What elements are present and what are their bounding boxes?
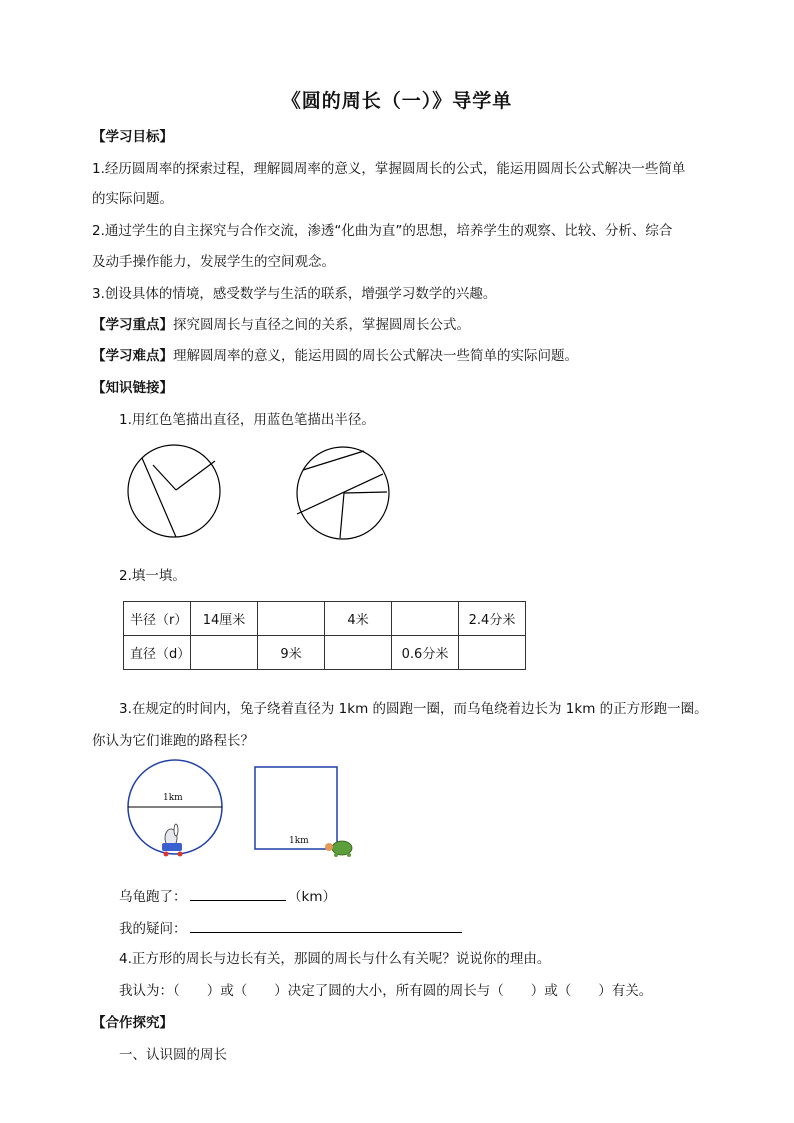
rabbit-icon — [162, 824, 183, 857]
objective-1-line2: 的实际问题。 — [92, 191, 173, 207]
cooperation-heading: 【合作探究】 — [92, 1015, 173, 1031]
objective-1-line1: 1.经历圆周率的探索过程，理解圆周率的意义，掌握圆周长的公式，能运用圆周长公式解决一些简单 — [92, 161, 686, 177]
cooperation-subheading: 一、认识圆的周长 — [119, 1047, 227, 1063]
turtle-distance-blank[interactable] — [190, 900, 286, 901]
turtle-distance-label: 乌龟跑了： — [119, 889, 187, 905]
table-cell: 14厘米 — [191, 602, 258, 636]
key-point-text: 探究圆周长与直径之间的关系，掌握圆周长公式。 — [173, 317, 470, 333]
turtle-distance-unit: （km） — [288, 889, 336, 905]
table-cell: 0.6分米 — [392, 636, 459, 670]
knowledge-heading: 【知识链接】 — [92, 380, 173, 396]
question-4: 4.正方形的周长与边长有关，那圆的周长与什么有关呢？说说你的理由。 — [119, 951, 551, 967]
difficult-point-heading: 【学习难点】 — [92, 348, 173, 364]
table-cell: 9米 — [258, 636, 325, 670]
question-3-line1: 3.在规定的时间内，兔子绕着直径为 1km 的圆跑一圈，而乌龟绕着边长为 1km 的正方形跑一圈。 — [119, 701, 708, 717]
question-2: 2.填一填。 — [119, 568, 186, 584]
key-point-heading: 【学习重点】 — [92, 317, 173, 333]
objective-2-line2: 及动手操作能力，发展学生的空间观念。 — [92, 254, 335, 270]
objectives-heading: 【学习目标】 — [92, 129, 173, 145]
objective-3: 3.创设具体的情境，感受数学与生活的联系，增强学习数学的兴趣。 — [92, 286, 497, 302]
question-3-line2: 你认为它们谁跑的路程长？ — [92, 733, 254, 749]
square-side-label: 1km — [289, 836, 309, 846]
circle-diameter-label: 1km — [163, 793, 183, 803]
table-cell: 直径（d） — [124, 636, 191, 670]
question-1: 1.用红色笔描出直径，用蓝色笔描出半径。 — [119, 412, 375, 428]
table-cell: 4米 — [325, 602, 392, 636]
page-title: 《圆的周长（一）》导学单 — [281, 90, 513, 112]
table-cell: 2.4分米 — [459, 602, 526, 636]
question-4-answer: 我认为：（ ）或（ ）决定了圆的大小，所有圆的周长与（ ）或（ ）有关。 — [119, 983, 653, 999]
turtle-icon — [325, 841, 352, 857]
difficult-point-text: 理解圆周率的意义，能运用圆的周长公式解决一些简单的实际问题。 — [173, 348, 578, 364]
my-question-blank[interactable] — [190, 932, 462, 933]
my-question-label: 我的疑问： — [119, 921, 187, 937]
objective-2-line1: 2.通过学生的自主探究与合作交流，渗透“化曲为直”的思想，培养学生的观察、比较、分析、综合 — [92, 223, 673, 239]
table-cell: 半径（r） — [124, 602, 191, 636]
